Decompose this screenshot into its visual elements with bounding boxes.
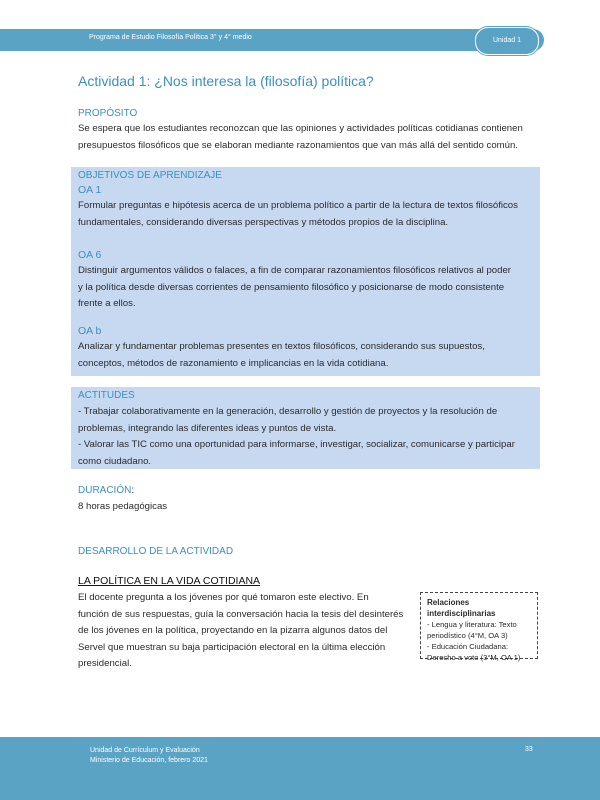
objectives-label: OBJETIVOS DE APRENDIZAJE — [78, 170, 222, 181]
attitudes-text — [78, 404, 538, 470]
section-heading: LA POLÍTICA EN LA VIDA COTIDIANA — [78, 575, 261, 587]
development-line: función de sus respuestas, guía la conversación hacia la tesis del desinterés — [78, 608, 404, 620]
interdisciplinary-title: Relaciones interdisciplinarias — [427, 598, 496, 618]
oab-text — [78, 339, 538, 372]
development-line: presidencial. — [78, 658, 132, 669]
footer-line2: Ministerio de Educación, febrero 2021 — [90, 757, 208, 764]
duration-label — [78, 485, 134, 496]
development-text — [78, 590, 410, 673]
footer-line1: Unidad de Currículum y Evaluación — [90, 747, 200, 754]
oa1-code: OA 1 — [78, 184, 102, 196]
page-number: 33 — [525, 746, 533, 753]
purpose-line: Se espera que los estudiantes reconozcan que las opiniones y actividades políticas cotidianas contienen — [78, 123, 523, 134]
interdisciplinary-line: - Lengua y literatura: Texto — [427, 620, 517, 629]
oab-line: Analizar y fundamentar problemas presentes en textos filosóficos, considerando sus supuestos, — [78, 341, 485, 352]
interdisciplinary-line: - Educación Ciudadana: — [427, 642, 509, 651]
development-line: El docente pregunta a los jóvenes por qué tomaron este electivo. En — [78, 592, 369, 603]
duration-value: 8 horas pedagógicas — [78, 501, 168, 512]
development-line: Servel que muestran su baja participación electoral en la última elección — [78, 641, 386, 653]
attitudes-label: ACTITUDES — [78, 390, 135, 401]
interdisciplinary-line: periodístico (4°M, OA 3) — [427, 631, 508, 640]
attitudes-line: como ciudadano. — [78, 455, 152, 467]
oa6-text — [78, 263, 538, 313]
purpose-line: presupuestos filosóficos que se elaboran mediante razonamientos que van más allá del sentido común. — [78, 139, 518, 151]
unit-badge: Unidad 1 — [475, 27, 539, 55]
oa6-line: y la política desde diversas corrientes de pensamiento filosófico y posicionarse de modo consistente — [78, 281, 505, 293]
header-bar — [0, 29, 544, 51]
attitudes-line: - Trabajar colaborativamente en la generación, desarrollo y gestión de proyectos y la resolución de — [78, 406, 498, 417]
program-title: Programa de Estudio Filosofía Política 3° y 4° medio — [89, 34, 252, 41]
interdisciplinary-box — [420, 592, 538, 662]
purpose-text — [78, 121, 538, 154]
development-label: DESARROLLO DE LA ACTIVIDAD — [78, 546, 234, 557]
oa1-line: Formular preguntas e hipótesis acerca de un problema político a partir de la lectura de textos filosóficos — [78, 200, 518, 211]
attitudes-line: - Valorar las TIC como una oportunidad para informarse, investigar, socializar, comunicarse y participar — [78, 439, 515, 450]
oa1-text — [78, 198, 538, 231]
oab-line: conceptos, métodos de razonamiento e implicancias en la vida cotidiana. — [78, 357, 389, 369]
oa6-code: OA 6 — [78, 249, 102, 261]
development-line: de los jóvenes en la política, proyectando en la pizarra algunos datos del — [78, 625, 388, 636]
footer-credits — [90, 746, 208, 766]
duration-label-text: DURACIÓN — [78, 485, 132, 496]
attitudes-line: problemas, integrando las diferentes ideas y puntos de vista. — [78, 422, 337, 434]
activity-title: Actividad 1: ¿Nos interesa la (filosofía) política? — [78, 73, 374, 89]
interdisciplinary-line: Derecho a voto (3°M, OA 1) — [427, 653, 521, 662]
oa1-line: fundamentales, considerando diversas perspectivas y métodos propios de la disciplina. — [78, 216, 449, 228]
duration-colon: : — [131, 485, 135, 496]
oab-code: OA b — [78, 325, 102, 337]
oa6-line: Distinguir argumentos válidos o falaces, a fin de comparar razonamientos filosóficos relativos al poder — [78, 265, 511, 276]
oa6-line: frente a ellos. — [78, 298, 136, 309]
purpose-label: PROPÓSITO — [78, 108, 138, 119]
